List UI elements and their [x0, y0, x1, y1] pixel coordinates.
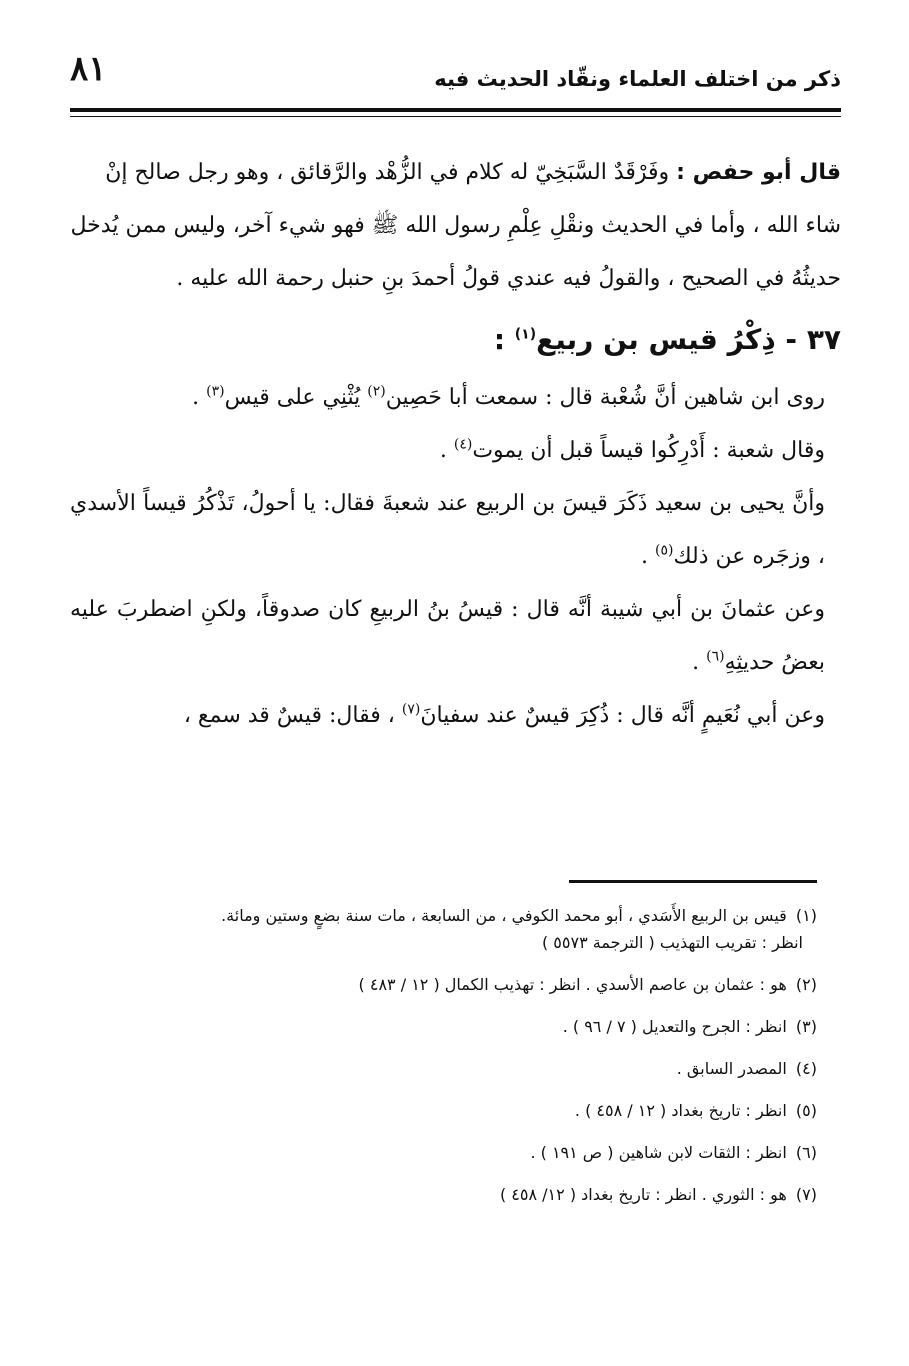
- narration-paragraph: [70, 689, 841, 742]
- section-suffix: :: [493, 323, 515, 356]
- footnote-text-line2: انظر : تقريب التهذيب ( الترجمة ٥٥٧٣ ): [541, 933, 803, 952]
- footnote-item: [70, 1013, 817, 1040]
- narration-paragraph: [70, 583, 841, 689]
- narration-text: روى ابن شاهين أنَّ شُعْبة قال : سمعت أبا حَصِين: [385, 385, 825, 410]
- narration-text: يُثْنِي على قيس: [224, 385, 368, 410]
- footnote-item: [70, 1055, 817, 1082]
- footnote-number: (٥): [795, 1101, 817, 1120]
- narration-text: .: [641, 544, 656, 569]
- footnote-text: هو : عثمان بن عاصم الأسدي . انظر : تهذيب الكمال ( ١٢ / ٤٨٣ ): [358, 975, 787, 994]
- footnote-ref: (٣): [206, 383, 225, 400]
- narration-text: .: [192, 385, 207, 410]
- footnote-number: (١): [795, 906, 817, 925]
- footnote-text: انظر : تاريخ بغداد ( ١٢ / ٤٥٨ ) .: [574, 1101, 787, 1120]
- footnote-item: [70, 1139, 817, 1166]
- footnote-text: انظر : الجرح والتعديل ( ٧ / ٩٦ ) .: [562, 1017, 787, 1036]
- narration-text: .: [439, 438, 454, 463]
- footnote-ref: (٦): [706, 648, 725, 665]
- footnote-item: [70, 1097, 817, 1124]
- footnote-item: [70, 902, 817, 956]
- page-number: ٨١: [70, 51, 107, 88]
- footnote-number: (٤): [795, 1059, 817, 1078]
- section-footnote-ref: (١): [514, 326, 537, 343]
- footnote-number: (٧): [795, 1185, 817, 1204]
- narrations: [70, 371, 841, 742]
- narration-text: ، فقال: قيسٌ قد سمع ،: [183, 703, 402, 728]
- narration-text: وأنَّ يحيى بن سعيد ذَكَرَ قيسَ بن الربيع عند شعبةَ فقال: يا أحولُ، تَذْكُرُ قيساً الأسدي ، وزجَره عن ذلك: [70, 491, 825, 569]
- footnote-text: انظر : الثقات لابن شاهين ( ص ١٩١ ) .: [530, 1143, 787, 1162]
- footnotes: [70, 902, 817, 1223]
- section-number: ٣٧: [806, 323, 841, 356]
- footnote-separator: [569, 880, 817, 883]
- section-heading: ٣٧ - ذِكْرُ قيس بن ربيع$^{(١)}$ :: [493, 323, 841, 356]
- author-label: قال أبو حفص :: [676, 160, 841, 185]
- narration-text: وقال شعبة : أَدْرِكُوا قيساً قبل أن يموت: [472, 438, 825, 463]
- narration-paragraph: [70, 477, 841, 583]
- footnote-ref: (٥): [655, 542, 674, 559]
- intro-text: وفَرْقَدٌ السَّبَخِيّ له كلام في الزُّهْد والرَّقائق ، وهو رجل صالح إنْ شاء الله ، وأما في الحديث ونقْلِ عِلْمِ رسول الله ﷺ فهو شيء آخر، وليس ممن يُدخل حديثُهُ في الصحيح ، والقولُ فيه عندي قولُ أحمدَ بنِ حنبل رحمة الله عليه .: [70, 160, 841, 291]
- footnote-number: (٢): [795, 975, 817, 994]
- header-rule-thin: [70, 116, 841, 117]
- footnote-item: [70, 1181, 817, 1208]
- narration-text: .: [692, 650, 707, 675]
- main-text: [70, 146, 841, 742]
- narration-text: وعن عثمانَ بن أبي شيبة أنَّه قال : قيسُ بنُ الربيعِ كان صدوقاً، ولكنِ اضطربَ عليه بعضُ حديثِهِ: [70, 597, 825, 675]
- narration-paragraph: [70, 424, 841, 477]
- header-rule-thick: [70, 108, 841, 112]
- footnote-number: (٦): [795, 1143, 817, 1162]
- running-title: ذكر من اختلف العلماء ونقّاد الحديث فيه: [434, 67, 841, 91]
- footnote-text: هو : الثوري . انظر : تاريخ بغداد ( ١٢/ ٤٥٨ ): [499, 1185, 787, 1204]
- footnote-item: [70, 971, 817, 998]
- section-title: ذِكْرُ قيس بن ربيع: [536, 323, 776, 356]
- footnote-number: (٣): [795, 1017, 817, 1036]
- footnote-ref: (٤): [453, 436, 473, 453]
- footnote-ref: (٢): [367, 383, 386, 400]
- narration-text: وعن أبي نُعَيمٍ أنَّه قال : ذُكِرَ قيسٌ عند سفيانَ: [420, 703, 825, 728]
- footnote-text: المصدر السابق .: [676, 1059, 787, 1078]
- narration-paragraph: [70, 371, 841, 424]
- intro-paragraph: [70, 146, 841, 305]
- page-header: [70, 50, 841, 96]
- footnote-text: قيس بن الربيع الأَسَدي ، أبو محمد الكوفي ، من السابعة ، مات سنة بضعٍ وستين ومائة.: [221, 906, 787, 925]
- footnote-ref: (٧): [401, 701, 421, 718]
